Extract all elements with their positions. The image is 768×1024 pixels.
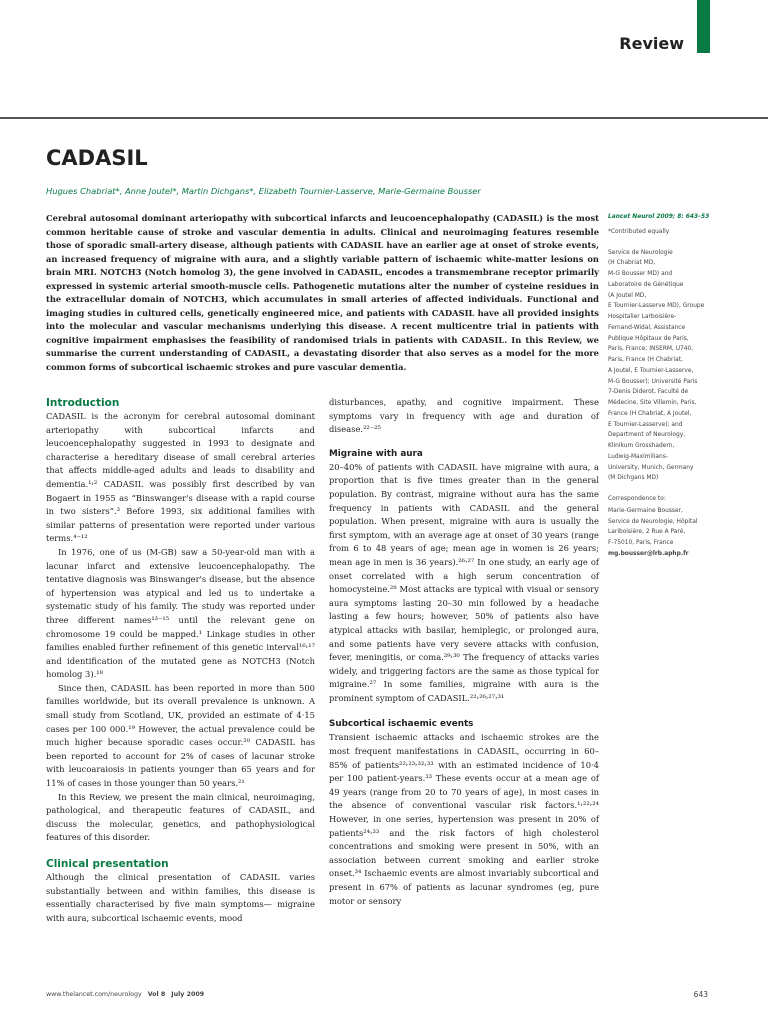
subcortical-paragraph: Transient ischaemic attacks and ischaemic strokes are the most frequent manifestations in CADASIL, occurring in 60–85% of patients²²˒²³˒³²˒³³ with an estimated incidence of 10·4 per 100 patient-years.³³ These events occur at a mean age of 49 years (range from 20 to 70 years of age), in most cases in the absence of conventional vascular risk factors.¹˒²²˒²⁴ However, in one series, hypertension was present in 20% of patients²⁴˒³³ and the risk factors of high cholesterol concentrations and smoking were present in 50%, with an association between current smoking and earlier stroke onset.³⁴ Ischaemic events are almost invariably subcortical and present in 67% of patients as lacunar syndromes (eg, pure motor or sensory — [329, 732, 599, 906]
affiliation-line: A Joutel, E Tournier-Lasserve, — [608, 367, 694, 374]
abstract: Cerebral autosomal dominant arteriopathy with subcortical infarcts and leucoencephalopathy (CADASIL) is the most common heritable cause of stroke and vascular dementia in adults. Clinical and neuroimaging features resemble those of sporadic small-artery disease, although patients with CADASIL have an earlier age at onset of stroke events, an increased frequency of migraine with aura, and a slightly variable pattern of ischaemic white-matter lesions on brain MRI. NOTCH3 (Notch homolog 3), the gene involved in CADASIL, encodes a transmembrane receptor primarily expressed in systemic arterial smooth-muscle cells. Pathogenetic mutations alter the number of cysteine residues in the extracellular domain of NOTCH3, which accumulates in small arteries of affected individuals. Functional and imaging studies in cultured cells, genetically engineered mice, and patients with CADASIL have all provided insights into the molecular and vascular mechanisms underlying this disease. A recent multicentre trial in patients with cognitive impairment emphasises the feasibility of randomised trials in patients with CADASIL. In this Review, we summarise the current understanding of CADASIL, a devastating disorder that also serves as a model for the more common forms of subcortical ischaemic strokes and pure vascular dementia. — [46, 213, 599, 373]
affiliation-line: Publique Hôpitaux de Paris, — [608, 335, 689, 342]
affiliation-line: (A Joutel MD, — [608, 292, 647, 299]
body-column-left — [46, 396, 315, 925]
section-heading-introduction: Introduction — [46, 397, 120, 409]
affiliation-line: (H Chabriat MD, — [608, 260, 656, 267]
affiliation-line: 7-Denis Diderot, Faculté de — [608, 389, 689, 396]
affiliation-line: E Tournier-Lasserve); and — [608, 421, 683, 428]
clinical-paragraph-continued: disturbances, apathy, and cognitive impairment. These symptoms vary in frequency with age and duration of disease.²²⁻²⁵ — [329, 397, 599, 435]
affiliation-line: M-G Bousser MD) and — [608, 271, 673, 277]
affiliation-line: France (H Chabriat, A Joutel, — [608, 410, 692, 417]
correspondence-email[interactable]: mg.bousser@lrb.aphp.fr — [608, 550, 689, 557]
footer-volume: Vol 8 — [147, 991, 166, 998]
affiliation-line: M-G Bousser); Université Paris — [608, 378, 698, 385]
body-column-right — [329, 396, 599, 908]
section-label: Review — [619, 34, 684, 53]
affiliations — [608, 248, 733, 485]
section-heading-clinical-presentation: Clinical presentation — [46, 858, 169, 870]
affiliation-line: Department of Neurology, — [608, 432, 686, 439]
affiliation-line: (M Dichgans MD) — [608, 475, 659, 482]
sidebar-notes — [608, 212, 733, 560]
affiliation-line: Service de Neurologie — [608, 249, 673, 256]
intro-paragraph-3: Since then, CADASIL has been reported in more than 500 families worldwide, but its overall prevalence is unknown. A small study from Scotland, UK, provided an estimate of 4·15 cases per 100 000.¹⁹ However, the actual prevalence could be much higher because sporadic cases occur.²⁰ CADASIL has been reported to account for 2% of cases of lacunar stroke with leucoaraiosis in patients younger than 65 years and for 11% of cases in those younger than 50 years.²¹ — [46, 682, 315, 789]
footer-date: July 2009 — [171, 991, 205, 998]
header-divider — [0, 117, 768, 119]
correspondence-address — [608, 506, 733, 560]
affiliation-line: E Tournier-Lasserve MD), Groupe — [608, 303, 705, 310]
address-line: Lariboisière, 2 Rue A Paré, — [608, 529, 686, 536]
page-number: 643 — [693, 990, 708, 999]
section-color-tab — [697, 0, 710, 53]
intro-paragraph-1: CADASIL is the acronym for cerebral autosomal dominant arteriopathy with subcortical infarcts and leucoencephalopathy suggested in 1993 to designate and characterise a hereditary disease of small cerebral arteries that affects middle-aged adults and leads to disability and dementia.¹˒² CADASIL was possibly first described by van Bogaert in 1955 as “Binswanger's disease with a rapid course in two sisters”.³ Before 1993, six additional families with similar patterns of presentation were reported under various terms.⁴⁻¹² — [46, 411, 315, 544]
footer-url[interactable]: www.thelancet.com/neurology — [46, 991, 142, 998]
address-line: Marie-Germaine Bousser, — [608, 507, 683, 514]
affiliation-line: Médecine, Site Villemin, Paris, — [608, 400, 697, 406]
affiliation-line: Fernand-Widal, Assistance — [608, 324, 686, 331]
migraine-paragraph: 20–40% of patients with CADASIL have migraine with aura, a proportion that is five times greater than in the general population. By contrast, migraine without aura has the same frequency in patients with CADASIL and the general population. When present, migraine with aura is usually the first symptom, with an average age at onset of 30 years (range from 6 to 48 years of age; mean age in women is 26 years; mean age in men is 36 years).²⁶˒²⁷ In one study, an early age of onset correlated with a high serum concentration of homocysteine.²⁸ Most attacks are typical with visual or sensory aura symptoms lasting 20–30 min followed by a headache lasting a few hours; however, 50% of patients also have atypical attacks with basilar, hemiplegic, or prolonged aura, and some patients have very severe attacks with confusion, fever, meningitis, or coma.²⁹˒³⁰ The frequency of attacks varies widely, and triggering factors are the same as those typical for migraine.²⁷ In some families, migraine with aura is the prominent symptom of CADASIL.²²˒²⁶˒²⁷˒³¹ — [329, 461, 599, 703]
clinical-paragraph-1: Although the clinical presentation of CADASIL varies substantially between and within families, this disease is essentially characterised by five main symptoms— migraine with aura, subcortical ischaemic events, mood — [46, 872, 315, 923]
author-list: Hugues Chabriat*, Anne Joutel*, Martin Dichgans*, Elizabeth Tournier-Lasserve, Marie-Germaine Bousser — [46, 186, 481, 196]
subheading-subcortical-ischaemic-events: Subcortical ischaemic events — [329, 719, 474, 730]
affiliation-line: Laboratoire de Génétique — [608, 281, 684, 288]
affiliation-line: Hospitalier Larboisière- — [608, 314, 677, 320]
affiliation-line: Ludwig-Maximilians- — [608, 453, 668, 460]
affiliation-line: University, Munich, Germany — [608, 464, 694, 471]
intro-paragraph-2: In 1976, one of us (M-GB) saw a 50-year-old man with a lacunar infarct and extensive leucoencephalopathy. The tentative diagnosis was Binswanger's disease, but the absence of hypertension was atypical and led us to undertake a systematic study of his family. The study was reported under three different names¹³⁻¹⁵ until the relevant gene on chromosome 19 could be mapped.¹ Linkage studies in other families enabled further refinement of this genetic interval¹⁶˒¹⁷ and identification of the mutated gene as NOTCH3 (Notch homolog 3).¹⁸ — [46, 546, 315, 680]
subheading-migraine-with-aura: Migraine with aura — [329, 448, 423, 459]
article-title: CADASIL — [46, 146, 148, 170]
affiliation-line: Klinikum Grosshadern, — [608, 443, 675, 449]
journal-reference: Lancet Neurol 2009; 8: 643–53 — [608, 214, 710, 220]
address-line: Service de Neurologie, Hôpital — [608, 518, 698, 525]
address-line: F-75010, Paris, France — [608, 540, 674, 546]
intro-paragraph-4: In this Review, we present the main clinical, neuroimaging, pathological, and therapeutic features of CADASIL, and discuss the molecular, genetics, and pathophysiological features of this disorder. — [46, 791, 315, 843]
contribution-note: *Contributed equally — [608, 228, 670, 235]
footer-citation — [46, 991, 204, 998]
affiliation-line: Paris, France (H Chabriat, — [608, 357, 683, 363]
affiliation-line: Paris, France; INSERM, U740, — [608, 346, 694, 353]
correspondence-heading: Correspondence to: — [608, 496, 666, 502]
